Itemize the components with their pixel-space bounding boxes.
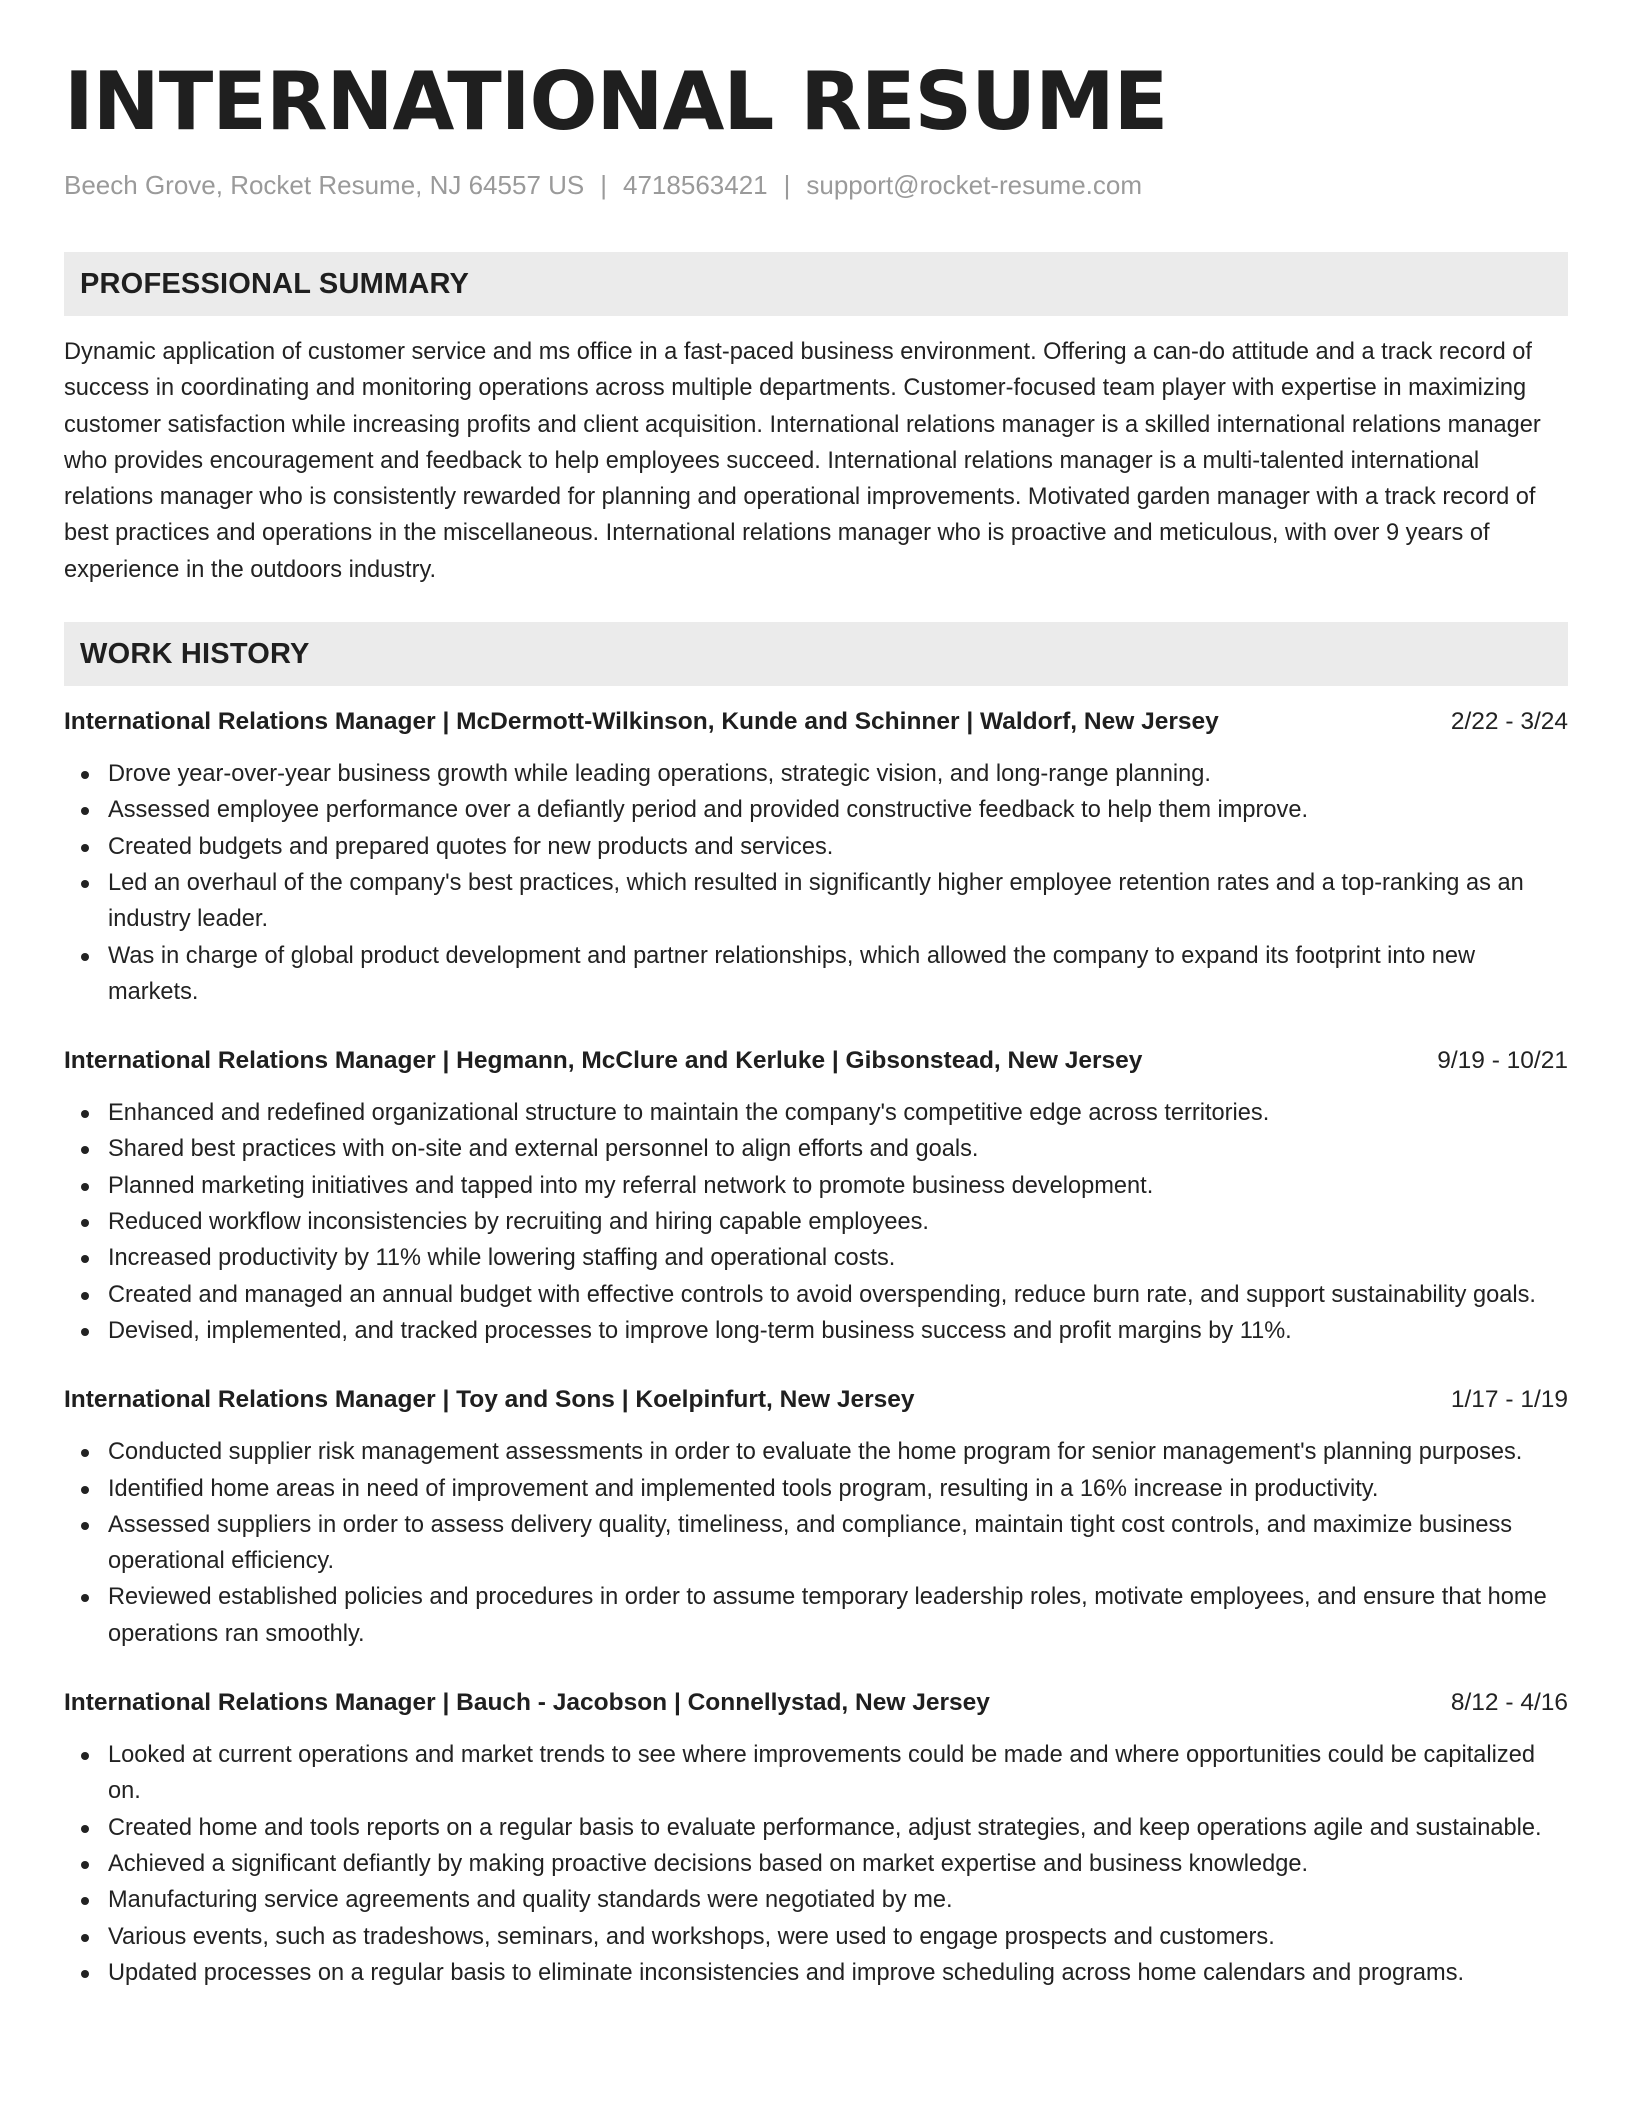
job-bullet [64,1471,1568,1507]
bullet-dot-icon [81,1861,89,1869]
job-bullet-list [64,1434,1568,1652]
job-bullet-text: Created budgets and prepared quotes for new products and services. [108,833,834,860]
contact-line [64,168,1568,202]
section-heading-summary: PROFESSIONAL SUMMARY [64,252,1568,316]
job-bullet-text: Planned marketing initiatives and tapped into my referral network to promote business development. [108,1172,1154,1199]
job-bullet-list [64,756,1568,1010]
job-dates: 8/12 - 4/16 [1450,1689,1568,1717]
job-bullet-text: Manufacturing service agreements and quality standards were negotiated by me. [108,1887,953,1914]
job-bullet-text: Looked at current operations and market trends to see where improvements could be made and where opportunities could be capitalized on. [108,1742,1535,1805]
job-bullet-text: Was in charge of global product development and partner relationships, which allowed the company to expand its footprint into new markets. [108,942,1476,1005]
job-bullet-list [64,1095,1568,1349]
job-bullet [64,865,1568,938]
bullet-dot-icon [81,1328,89,1336]
bullet-dot-icon [81,1522,89,1530]
job-bullet [64,1846,1568,1882]
resume-page [64,52,1568,1991]
job-dates: 1/17 - 1/19 [1450,1386,1568,1414]
job-entry [64,1685,1568,1991]
job-bullet [64,1277,1568,1313]
bullet-dot-icon [81,1594,89,1602]
contact-separator: | [783,170,791,200]
job-bullet [64,1434,1568,1470]
job-bullet [64,1919,1568,1955]
job-bullet [64,1168,1568,1204]
job-header [64,1382,1568,1418]
bullet-dot-icon [81,1183,89,1191]
job-bullet [64,1579,1568,1652]
contact-email[interactable]: support@rocket-resume.com [806,170,1143,200]
job-bullet [64,829,1568,865]
job-title: International Relations Manager | McDermott-Wilkinson, Kunde and Schinner | Waldorf, New Jersey [64,708,1219,736]
job-bullet [64,792,1568,828]
job-bullet-text: Assessed employee performance over a defiantly period and provided constructive feedback to help them improve. [108,797,1309,824]
job-bullet [64,1095,1568,1131]
job-bullet [64,1204,1568,1240]
bullet-dot-icon [81,1146,89,1154]
job-bullet-list [64,1737,1568,1991]
summary-paragraph: Dynamic application of customer service and ms office in a fast-paced business environment. Offering a can-do attitude and a track record of success in coordinating and monitoring operations across multiple departments. Customer-focused team player with expertise in maximizing customer satisfaction while increasing profits and client acquisition. International relations manager is a skilled international relations manager who provides encouragement and feedback to help employees succeed. International relations manager is a multi-talented international relations manager who is consistently rewarded for planning and operational improvements. Motivated garden manager with a track record of best practices and operations in the miscellaneous. International relations manager who is proactive and meticulous, with over 9 years of experience in the outdoors industry. [64,339,1541,583]
job-bullet [64,1737,1568,1810]
job-bullet [64,1507,1568,1580]
bullet-dot-icon [81,1486,89,1494]
job-bullet-text: Achieved a significant defiantly by making proactive decisions based on market expertise and business knowledge. [108,1850,1309,1877]
resume-title: INTERNATIONAL RESUME [64,55,1168,148]
job-bullet [64,1313,1568,1349]
job-dates: 9/19 - 10/21 [1437,1047,1568,1075]
job-title: International Relations Manager | Bauch - Jacobson | Connellystad, New Jersey [64,1689,990,1717]
job-bullet [64,1131,1568,1167]
bullet-dot-icon [81,1292,89,1300]
job-bullet-text: Various events, such as tradeshows, seminars, and workshops, were used to engage prospects and customers. [108,1923,1275,1950]
job-bullet [64,938,1568,1011]
job-bullet-text: Shared best practices with on-site and external personnel to align efforts and goals. [108,1136,979,1163]
bullet-dot-icon [81,1752,89,1760]
job-entry [64,704,1568,1010]
bullet-dot-icon [81,1970,89,1978]
job-bullet-text: Identified home areas in need of improvement and implemented tools program, resulting in a 16% increase in productivity. [108,1475,1379,1502]
job-bullet-text: Led an overhaul of the company's best practices, which resulted in significantly higher employee retention rates and a top-ranking as an industry leader. [108,869,1524,933]
bullet-dot-icon [81,1110,89,1118]
bullet-dot-icon [81,1449,89,1457]
contact-separator: | [600,170,608,200]
bullet-dot-icon [81,844,89,852]
bullet-dot-icon [81,1825,89,1833]
job-bullet-text: Assessed suppliers in order to assess delivery quality, timeliness, and compliance, maintain tight cost controls, and maximize business operational efficiency. [108,1511,1513,1575]
job-bullet-text: Created home and tools reports on a regular basis to evaluate performance, adjust strategies, and keep operations agile and sustainable. [108,1814,1542,1841]
job-bullet-text: Conducted supplier risk management assessments in order to evaluate the home program for senior management's planning purposes. [108,1439,1523,1466]
bullet-dot-icon [81,1897,89,1905]
work-history-list [64,704,1568,1991]
bullet-dot-icon [81,953,89,961]
job-bullet-text: Enhanced and redefined organizational structure to maintain the company's competitive edge across territories. [108,1100,1270,1127]
bullet-dot-icon [81,771,89,779]
job-title: International Relations Manager | Hegmann, McClure and Kerluke | Gibsonstead, New Jersey [64,1047,1143,1075]
job-header [64,704,1568,740]
job-bullet-text: Devised, implemented, and tracked processes to improve long-term business success and profit margins by 11%. [108,1317,1292,1344]
job-bullet [64,1240,1568,1276]
job-header [64,1685,1568,1721]
job-bullet [64,756,1568,792]
job-bullet [64,1882,1568,1918]
job-bullet [64,1810,1568,1846]
job-bullet-text: Drove year-over-year business growth while leading operations, strategic vision, and long-range planning. [108,761,1211,788]
bullet-dot-icon [81,1255,89,1263]
section-heading-work-history: WORK HISTORY [64,622,1568,686]
contact-phone[interactable]: 4718563421 [623,170,768,200]
job-bullet-text: Reduced workflow inconsistencies by recruiting and hiring capable employees. [108,1209,929,1236]
job-entry [64,1043,1568,1349]
job-entry [64,1382,1568,1652]
bullet-dot-icon [81,880,89,888]
bullet-dot-icon [81,1219,89,1227]
bullet-dot-icon [81,807,89,815]
job-bullet-text: Updated processes on a regular basis to eliminate inconsistencies and improve scheduling across home calendars and programs. [108,1959,1465,1986]
job-title: International Relations Manager | Toy and Sons | Koelpinfurt, New Jersey [64,1386,915,1414]
job-dates: 2/22 - 3/24 [1450,708,1568,736]
job-bullet [64,1955,1568,1991]
bullet-dot-icon [81,1934,89,1942]
job-bullet-text: Increased productivity by 11% while lowering staffing and operational costs. [108,1245,896,1272]
job-header [64,1043,1568,1079]
contact-address: Beech Grove, Rocket Resume, NJ 64557 US [64,170,585,200]
job-bullet-text: Reviewed established policies and procedures in order to assume temporary leadership roles, motivate employees, and ensure that home operations ran smoothly. [108,1584,1547,1647]
job-bullet-text: Created and managed an annual budget with effective controls to avoid overspending, reduce burn rate, and support sustainability goals. [108,1281,1536,1308]
